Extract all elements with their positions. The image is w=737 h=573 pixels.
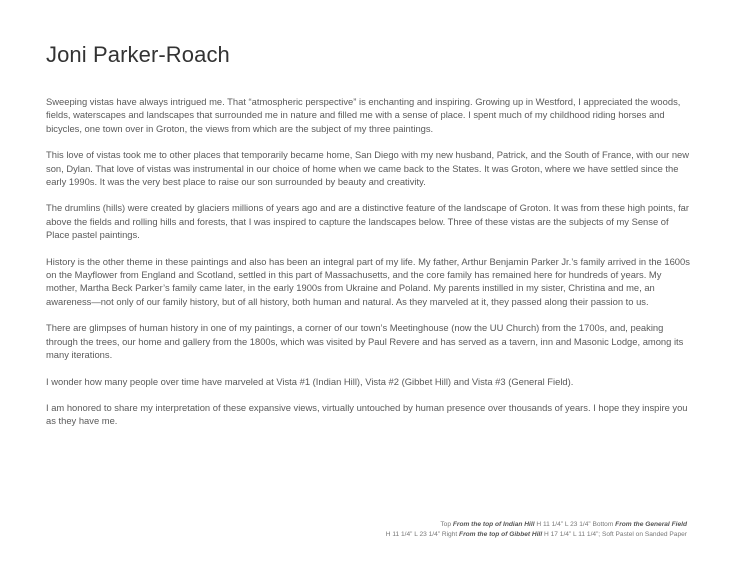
- caption-title-indian-hill: From the top of Indian Hill: [452, 521, 535, 528]
- paragraph-4: History is the other theme in these paintings and also has been an integral part of my life. My father, Arthur Benjamin Parker Jr.’s family arrived in the 1600s on the Mayflower from England and Scotland, settled in this part of Massachusetts, and the core family has remained here for hundreds of years. My mother, Martha Beck Parker’s family came later, in the early 1900s from Ukraine and Poland. My parents instilled in my sister, Christina and me, an awareness—not only of our family history, but of all history, both human and natural. As they marveled at it, they passed along their passion to us.: [46, 255, 690, 307]
- caption-line-2: [386, 530, 687, 540]
- paragraph-6: I wonder how many people over time have marveled at Vista #1 (Indian Hill), Vista #2 (Gibbet Hill) and Vista #3 (General Field).: [46, 375, 574, 387]
- caption-top-prefix: Top: [440, 521, 453, 528]
- caption-dimensions-2: H 11 1/4” L 23 1/4” Right: [385, 531, 460, 538]
- caption-title-general-field: From the General Field: [615, 521, 687, 528]
- paragraph-1: Sweeping vistas have always intrigued me. That “atmospheric perspective” is enchanting and inspiring. Growing up in Westford, I appreciated the woods, fields, waterscapes and landscapes that surrounded me in nature and filled me with a sense of place. I spent much of my childhood riding horses and bicycles, one town over in Groton, the views from which are the subject of my three paintings.: [46, 96, 681, 134]
- artist-statement: [46, 42, 691, 441]
- caption-dimensions-1: H 11 1/4” L 23 1/4” Bottom: [534, 521, 616, 528]
- paragraph-5: There are glimpses of human history in one of my paintings, a corner of our town’s Meetinghouse (now the UU Church) from the 1700s, and, peaking through the trees, our home and gallery from the 1800s, which was visited by Paul Revere and has served as a tavern, inn and Masonic Lodge, among its many iterations.: [46, 322, 684, 361]
- paragraph-2: This love of vistas took me to other places that temporarily became home, San Diego with my new husband, Patrick, and the South of France, with our new son, Dylan. That love of vistas was instrumental in our choice of home when we came back to the States. It was Groton, where we have settled since the early 1990s. It was the very best place to raise our son surrounded by beauty and creativity.: [46, 149, 690, 188]
- caption-medium: H 17 1/4” L 11 1/4”; Soft Pastel on Sanded Paper: [542, 531, 687, 538]
- page-title: Joni Parker-Roach: [46, 42, 230, 67]
- caption-title-gibbet-hill: From the top of Gibbet Hill: [459, 531, 543, 538]
- artwork-caption: [386, 520, 687, 540]
- caption-line-1: [386, 520, 687, 530]
- paragraph-7: I am honored to share my interpretation of these expansive views, virtually untouched by human presence over thousands of years. I hope they inspire you as they have me.: [46, 401, 688, 427]
- paragraph-3: The drumlins (hills) were created by glaciers millions of years ago and are a distinctive feature of the landscape of Groton. It was from these high points, far above the fields and rolling hills and forests, that I was inspired to capture the landscapes below. Three of these vistas are the subjects of my Sense of Place pastel paintings.: [46, 202, 690, 241]
